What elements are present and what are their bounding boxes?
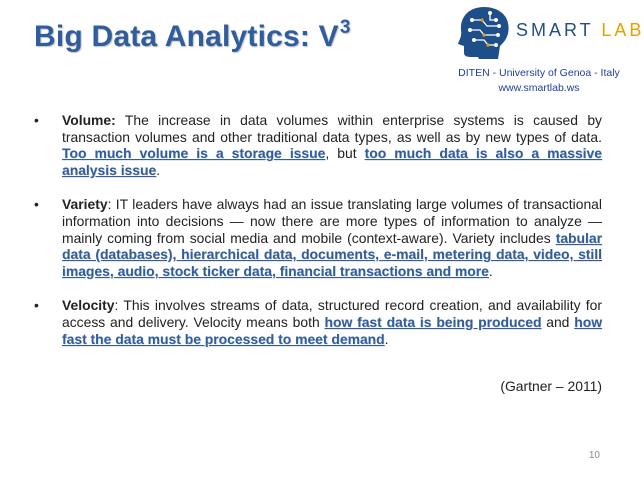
slide-title-superscript: 3 <box>339 17 351 38</box>
logo-word-lab: LAB <box>601 20 644 40</box>
bullet-volume <box>32 112 602 178</box>
bullet-text: . <box>384 330 389 347</box>
bullet-list <box>32 112 602 365</box>
bullet-term: Velocity <box>62 297 115 314</box>
website-text: www.smartlab.ws <box>498 82 580 94</box>
highlight-text: too much data is also a massive analysis issue <box>62 145 602 178</box>
bullet-term: Variety <box>62 196 108 213</box>
slide-title <box>34 17 351 54</box>
highlight-text: tabular data (databases), hierarchical data, documents, e-mail, metering data, video, still images, audio, stock ticker data, financial transactions and more <box>62 229 602 279</box>
logo-word-smart: SMART <box>516 20 594 40</box>
bullet-marker: • <box>34 297 39 314</box>
bullet-text: : This involves streams of data, structured record creation, and availability for access and delivery. Velocity means both <box>62 297 602 330</box>
bullet-marker: • <box>34 112 39 128</box>
citation: (Gartner – 2011) <box>500 378 602 394</box>
slide-title-text: Big Data Analytics: V <box>34 20 339 53</box>
bullet-text: , but <box>325 145 365 162</box>
bullet-text: : IT leaders have always had an issue translating large volumes of transactional information into decisions — now there are more types of information to analyze — mainly coming from social media and mobile (context-aware). Variety includes <box>62 196 602 246</box>
logo-wordmark <box>516 20 644 41</box>
bullet-velocity <box>32 297 602 347</box>
bullet-term: Volume: <box>62 112 116 128</box>
smartlab-logo <box>454 4 644 60</box>
bullet-marker: • <box>34 196 39 213</box>
circuit-head-icon <box>454 4 512 60</box>
affiliation-block <box>448 66 630 96</box>
highlight-text: Too much volume is a storage issue <box>62 145 326 162</box>
page-number: 10 <box>588 450 600 461</box>
bullet-text: . <box>488 262 493 279</box>
bullet-text: The increase in data volumes within enterprise systems is caused by transaction volumes and other traditional data types, as well as by new types of data. <box>62 112 602 145</box>
highlight-text: how fast the data must be processed to meet demand <box>62 313 602 347</box>
bullet-variety <box>32 196 602 279</box>
bullet-text: and <box>541 313 575 330</box>
bullet-text: . <box>156 161 161 178</box>
highlight-text: how fast data is being produced <box>324 313 542 330</box>
affiliation-text: DITEN - University of Genoa - Italy <box>458 67 620 79</box>
